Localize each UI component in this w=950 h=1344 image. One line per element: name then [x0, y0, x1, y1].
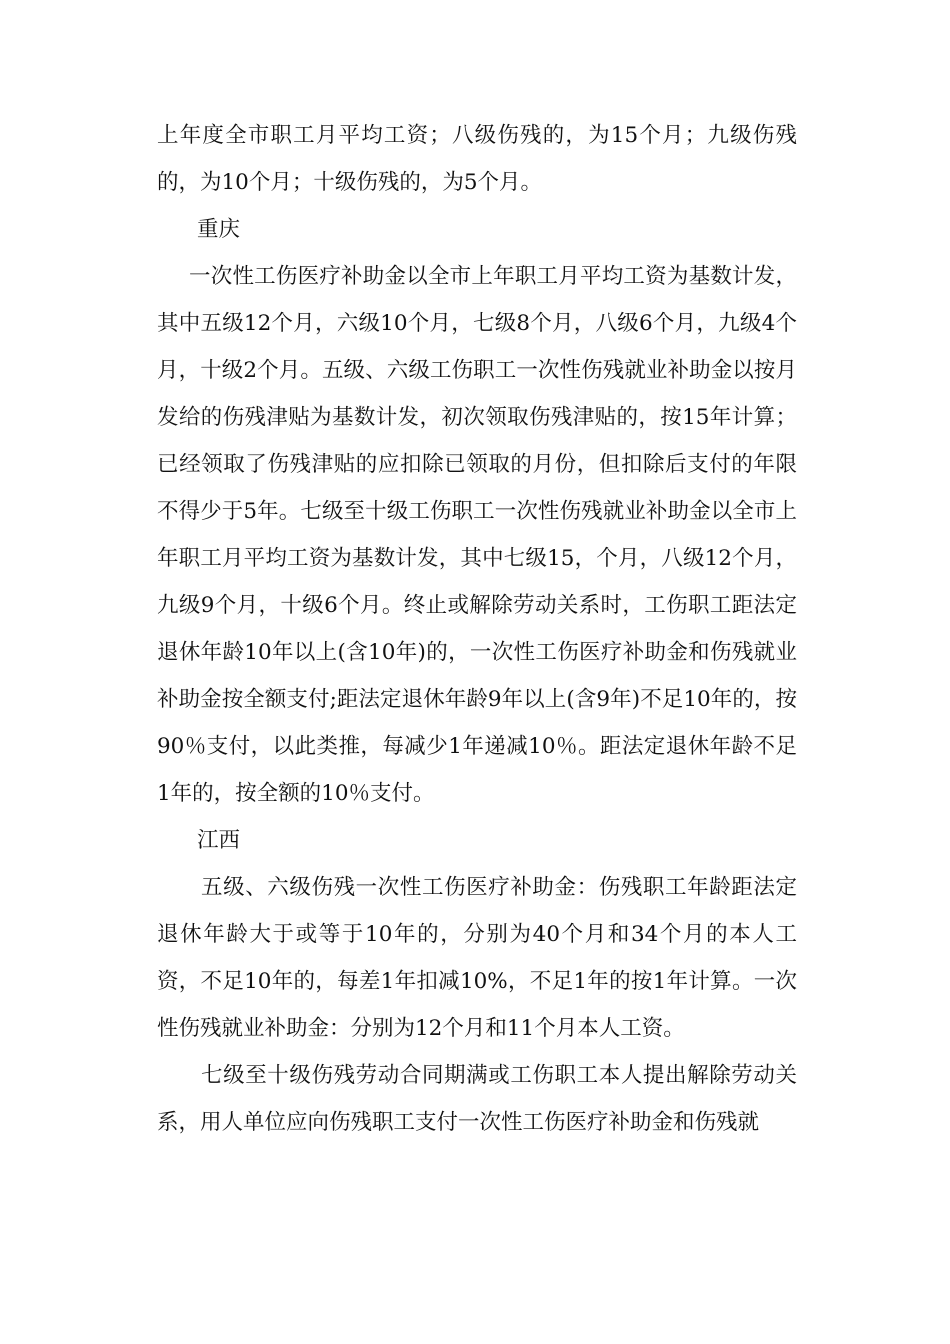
section-heading-jiangxi: 江西: [197, 828, 241, 853]
section-heading-chongqing: 重庆: [197, 217, 241, 242]
paragraph-jiangxi-grade5-6: 五级、六级伤残一次性工伤医疗补助金：伤残职工年龄距法定退休年龄大于或等于10年的，分别为40个月和34个月的本人工资，不足10年的，每差1年扣减10%，不足1年的按1年计算。一次性伤残就业补助金：分别为12个月和11个月本人工资。: [157, 875, 797, 1041]
paragraph-chongqing: 一次性工伤医疗补助金以全市上年职工月平均工资为基数计发，其中五级12个月，六级10个月，七级8个月，八级6个月，九级4个月，十级2个月。五级、六级工伤职工一次性伤残就业补助金以按月发给的伤残津贴为基数计发，初次领取伤残津贴的，按15年计算； 已经领取了伤残津贴的应扣除已领取的月份，但扣除后支付的年限不得少于5年。七级至十级工伤职工一次性伤残就业补助金以全市上年职工月平均工资为基数计发，其中七级15，个月，八级12个月，九级9个月，十级6个月。终止或解除劳动关系时，工伤职工距法定退休年龄10年以上(含10年)的，一次性工伤医疗补助金和伤残就业补助金按全额支付;距法定退休年龄9年以上(含9年)不足10年的，按90％支付，以此类推，每减少1年递减10％。距法定退休年龄不足1年的，按全额的10％支付。: [157, 264, 797, 806]
paragraph-intro-continuation: 上年度全市职工月平均工资；八级伤残的，为15个月；九级伤残的，为10个月；十级伤残的，为5个月。: [157, 123, 797, 195]
document-body: [157, 112, 797, 1146]
paragraph-jiangxi-grade7-10: 七级至十级伤残劳动合同期满或工伤职工本人提出解除劳动关系，用人单位应向伤残职工支付一次性工伤医疗补助金和伤残就: [157, 1063, 797, 1135]
